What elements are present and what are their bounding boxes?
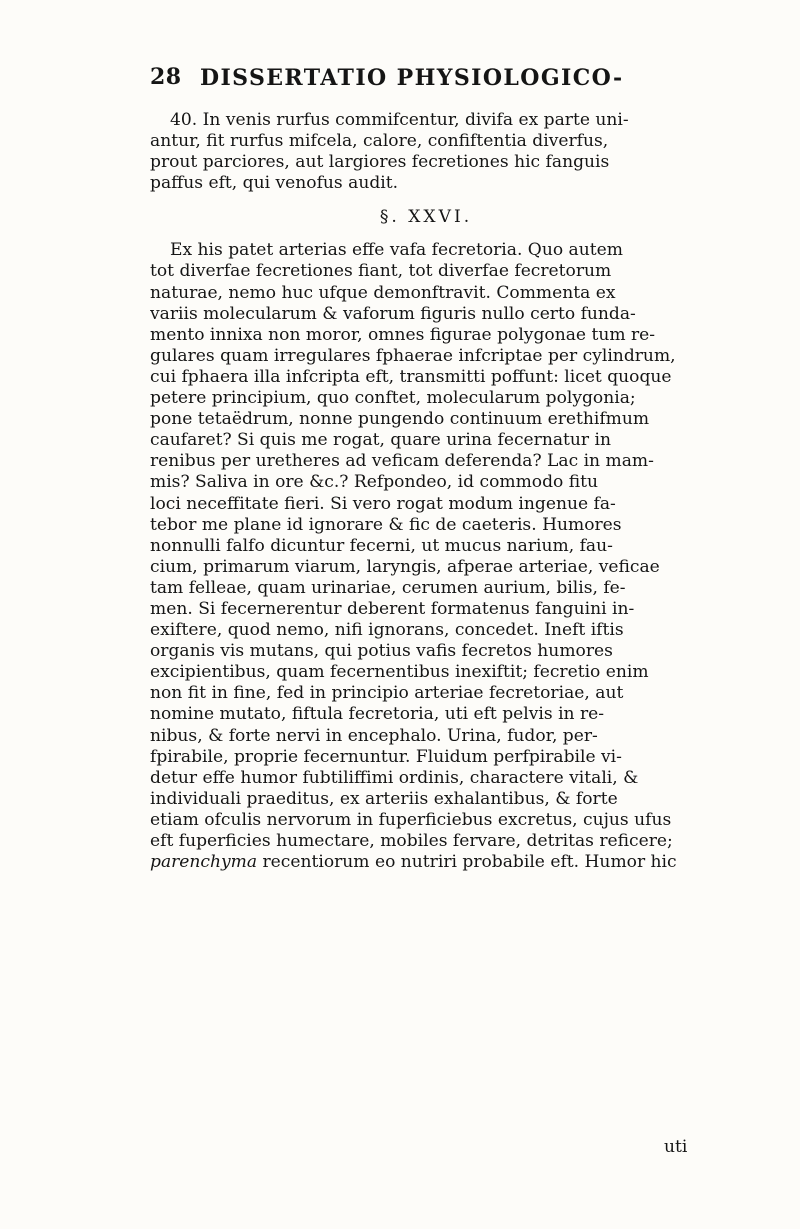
text-line: tebor me plane id ignorare & fic de caeteris. Humores <box>150 514 622 535</box>
body-text <box>150 110 698 873</box>
text-line: nonnulli falfo dicuntur fecerni, ut mucus narium, fau- <box>150 535 613 556</box>
text-line: cium, primarum viarum, laryngis, afperae arteriae, veficae <box>150 556 660 577</box>
text-line: tot diverfae fecretiones fiant, tot diverfae fecretorum <box>150 261 612 282</box>
text-line: detur effe humor fubtiliffimi ordinis, charactere vitali, & <box>150 767 639 788</box>
text-line: eft fuperficies humectare, mobiles fervare, detritas reficere; <box>150 831 673 851</box>
section-heading: §. XXVI. <box>379 207 473 228</box>
italic-term: parenchyma <box>150 852 258 873</box>
text-line: Ex his patet arterias effe vafa fecretoria. Quo autem <box>170 240 623 261</box>
text-line: nomine mutato, fiftula fecretoria, uti eft pelvis in re- <box>150 704 605 725</box>
text-line: paffus eft, qui venofus audit. <box>150 173 399 194</box>
text-line: nibus, & forte nervi in encephalo. Urina, fudor, per- <box>150 725 598 746</box>
text-line: antur, fit rurfus mifcela, calore, confiftentia diverfus, <box>150 131 609 152</box>
text-line: excipientibus, quam fecernentibus inexiftit; fecretio enim <box>150 662 649 683</box>
text-line: organis vis mutans, qui potius vafis fecretos humores <box>150 641 613 662</box>
text-line: individuali praeditus, ex arteriis exhalantibus, & forte <box>150 788 618 809</box>
text-line: mento innixa non moror, omnes figurae polygonae tum re- <box>150 324 656 345</box>
text-line: petere principium, quo conftet, molecularum polygonia; <box>150 388 636 409</box>
text-line: tam felleae, quam urinariae, cerumen aurium, bilis, fe- <box>150 577 626 598</box>
text-line: gulares quam irregulares fphaerae infcriptae per cylindrum, <box>150 345 676 366</box>
text-line-rest: recentiorum eo nutriri probabile eft. Humor hic <box>257 852 677 873</box>
text-line: non fit in fine, fed in principio arteriae fecretoriae, aut <box>150 683 624 704</box>
text-line: prout parciores, aut largiores fecretiones hic fanguis <box>150 152 610 173</box>
text-line: caufaret? Si quis me rogat, quare urina fecernatur in <box>150 430 611 451</box>
text-line: variis molecularum & vaforum figuris nullo certo funda- <box>150 303 636 324</box>
page-number: 28 <box>150 64 182 90</box>
catchword: uti <box>664 1137 688 1157</box>
text-line: 40. In venis rurfus commifcentur, divifa ex parte uni- <box>170 110 629 130</box>
page-header <box>150 64 710 98</box>
text-line: fpirabile, proprie fecernuntur. Fluidum perfpirabile vi- <box>150 746 622 767</box>
text-line: naturae, nemo huc ufque demonftravit. Commenta ex <box>150 282 616 303</box>
text-line: cui fphaera illa infcripta eft, transmitti poffunt: licet quoque <box>150 366 672 387</box>
text-line: pone tetaëdrum, nonne pungendo continuum erethifmum <box>150 409 650 430</box>
text-line: loci neceffitate fieri. Si vero rogat modum ingenue fa- <box>150 493 616 514</box>
text-line: mis? Saliva in ore &c.? Refpondeo, id commodo fitu <box>150 472 599 493</box>
text-line: men. Si fecernerentur deberent formatenus fanguini in- <box>150 598 635 619</box>
text-line: renibus per uretheres ad veficam deferenda? Lac in mam- <box>150 451 654 472</box>
running-head: DISSERTATIO PHYSIOLOGICO- <box>200 65 624 91</box>
text-line-last <box>150 852 698 873</box>
text-line: exiftere, quod nemo, nifi ignorans, concedet. Ineft iftis <box>150 620 624 641</box>
text-line: etiam ofculis nervorum in fuperficiebus excretus, cujus ufus <box>150 809 672 830</box>
